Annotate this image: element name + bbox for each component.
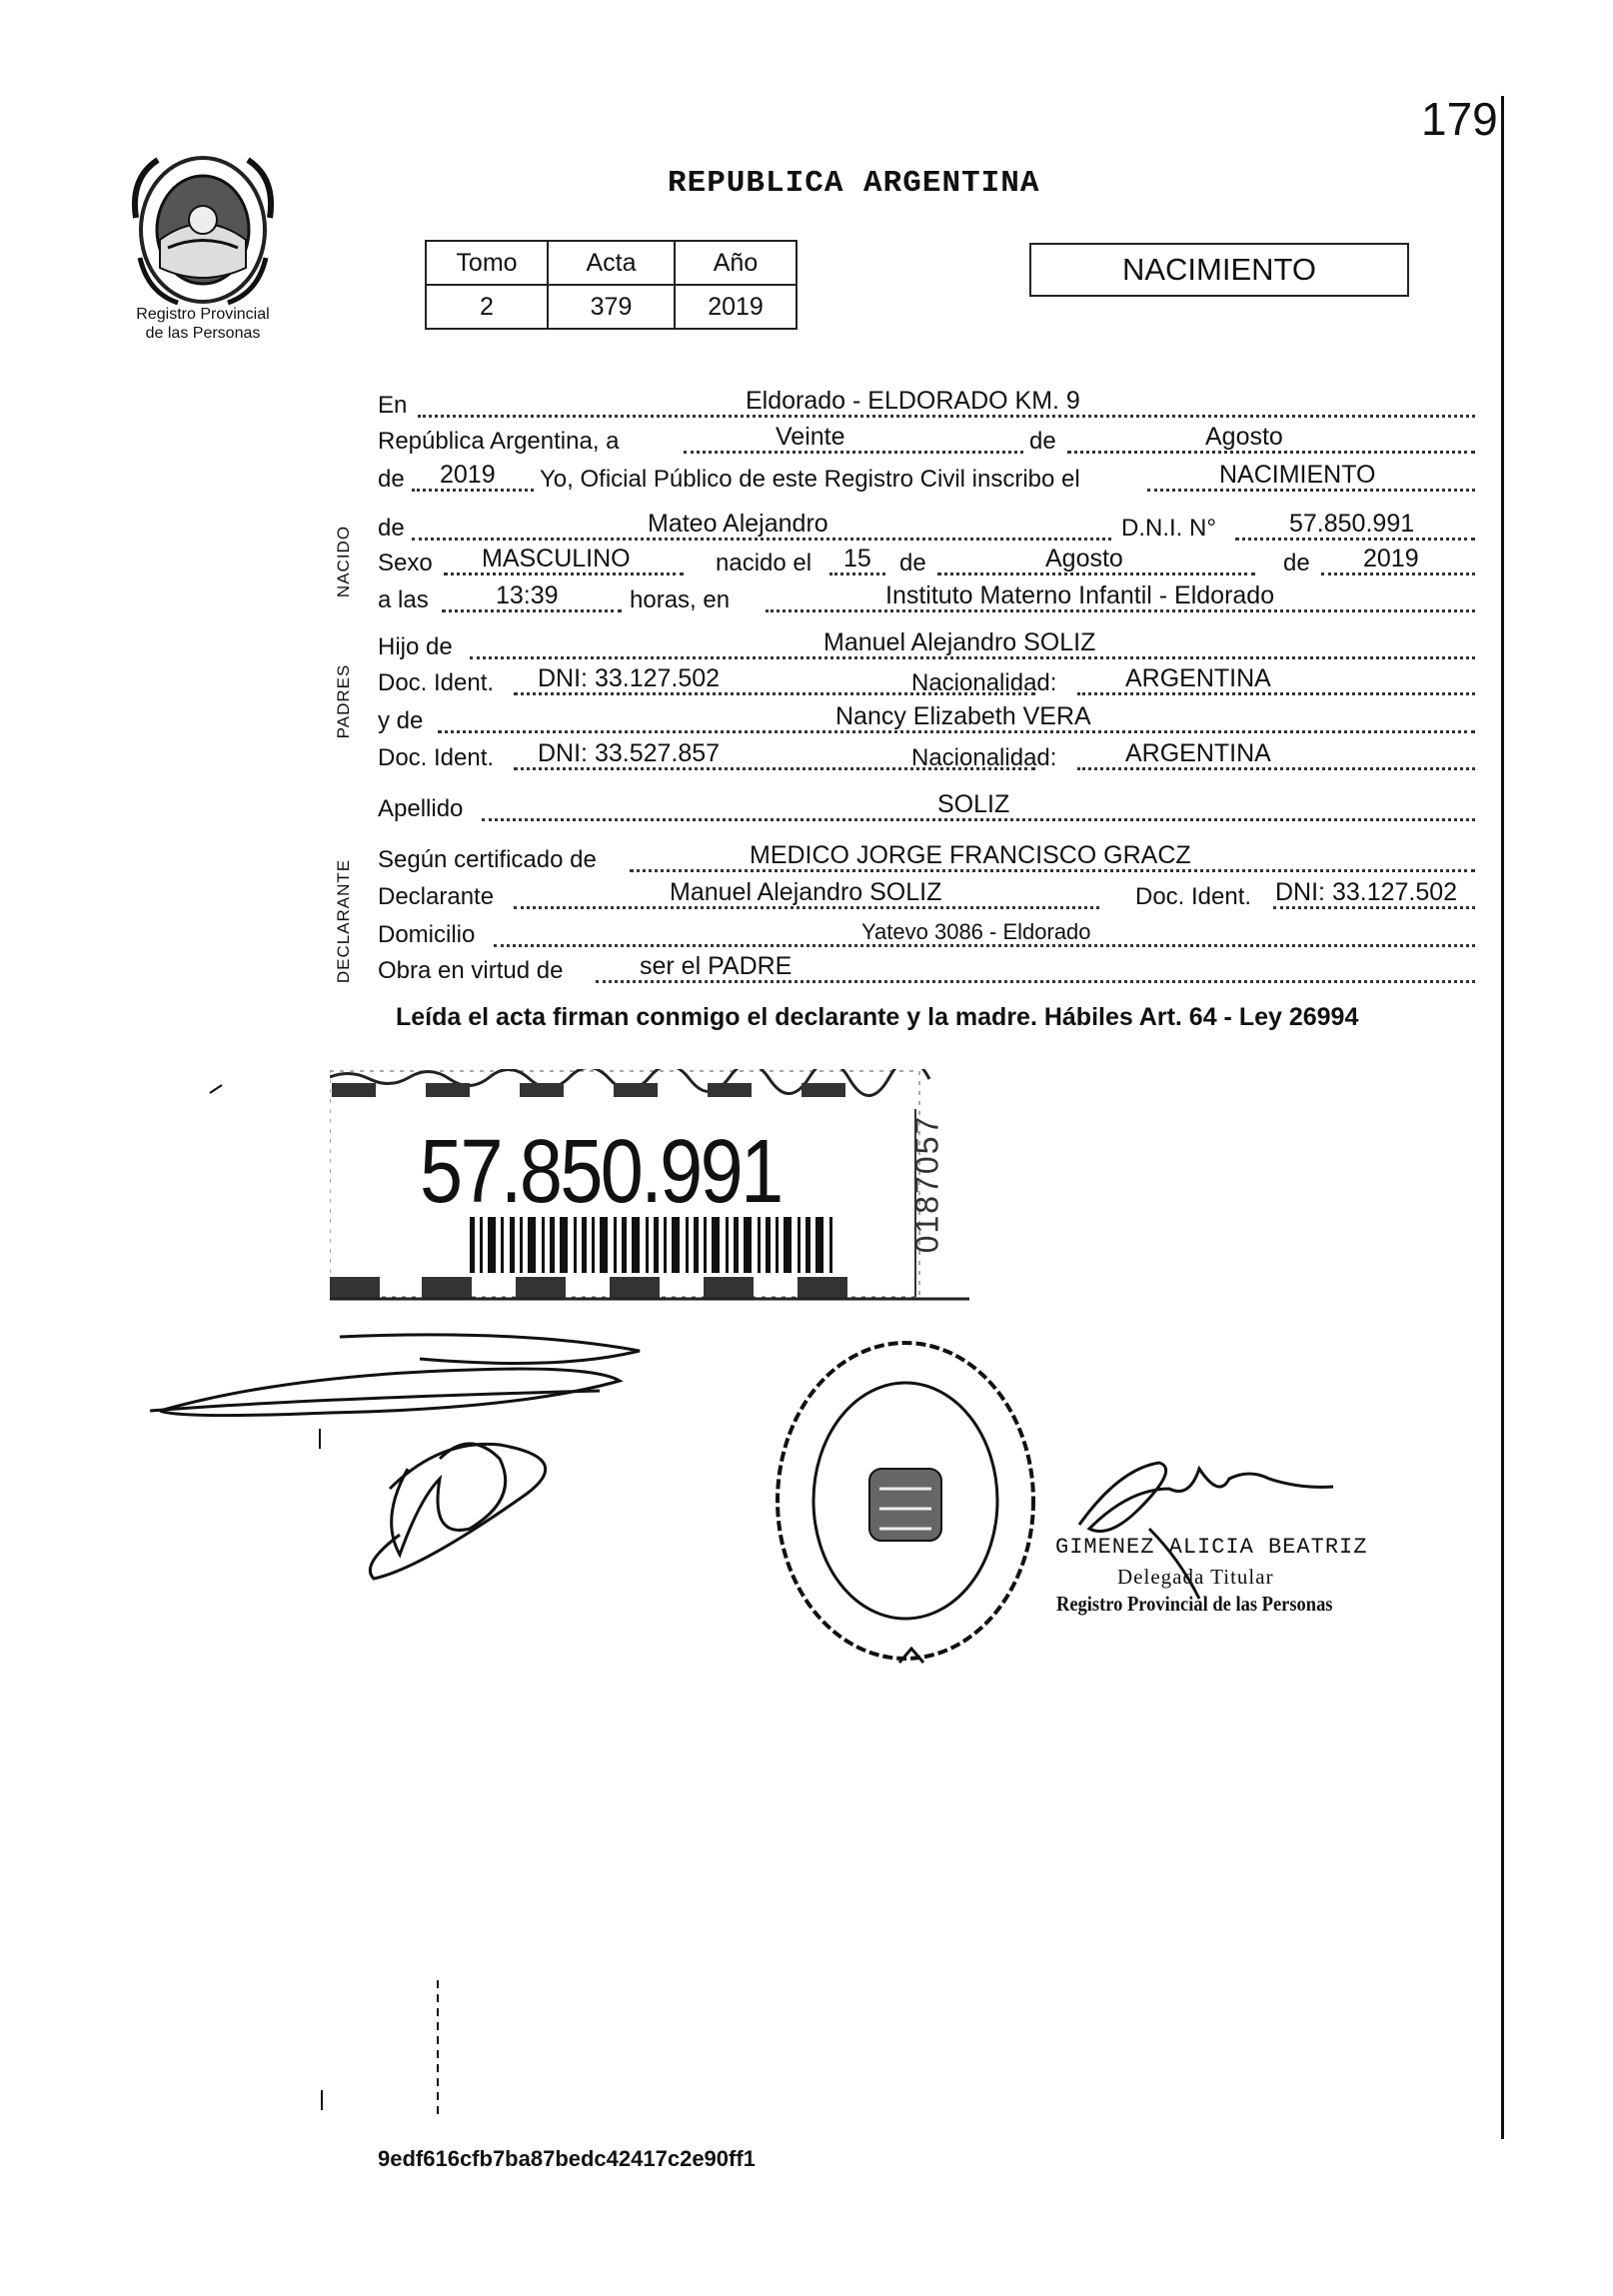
field-label: Doc. Ident. bbox=[378, 744, 495, 771]
mother-nationality-value: ARGENTINA bbox=[1125, 739, 1271, 767]
birth-year-value: 2019 bbox=[1363, 545, 1419, 573]
address-value: Yatevo 3086 - Eldorado bbox=[861, 919, 1091, 944]
sticker-serial: 0187057 bbox=[908, 1114, 945, 1254]
sex-value: MASCULINO bbox=[482, 545, 631, 573]
capacity-value: ser el PADRE bbox=[640, 952, 793, 980]
father-nationality-value: ARGENTINA bbox=[1125, 664, 1271, 692]
birth-time-value: 13:39 bbox=[496, 581, 559, 609]
field-label: Sexo bbox=[378, 550, 433, 576]
field-label: Según certificado de bbox=[378, 846, 597, 873]
father-name-value: Manuel Alejandro SOLIZ bbox=[823, 628, 1096, 656]
month-value: Agosto bbox=[1205, 423, 1283, 451]
field-label: de bbox=[1029, 428, 1056, 455]
field-label: Obra en virtud de bbox=[378, 957, 564, 984]
column-header: Año bbox=[675, 241, 797, 285]
year-value: 2019 bbox=[440, 461, 496, 489]
official-name: GIMENEZ ALICIA BEATRIZ bbox=[1055, 1535, 1368, 1560]
official-seal-icon bbox=[778, 1343, 1033, 1663]
field-label: de bbox=[378, 515, 405, 542]
sticker-dni-number: 57.850.991 bbox=[420, 1122, 782, 1222]
surname-value: SOLIZ bbox=[937, 790, 1010, 818]
place-value: Eldorado - ELDORADO KM. 9 bbox=[746, 387, 1080, 415]
field-label: En bbox=[378, 392, 408, 419]
field-label: Declarante bbox=[378, 883, 495, 910]
child-name-value: Mateo Alejandro bbox=[648, 510, 828, 538]
certificate-value: MEDICO JORGE FRANCISCO GRACZ bbox=[750, 841, 1191, 869]
mother-doc-value: DNI: 33.527.857 bbox=[538, 739, 721, 767]
act-type-box: NACIMIENTO bbox=[1029, 243, 1409, 297]
child-dni-value: 57.850.991 bbox=[1289, 510, 1415, 538]
column-header: Acta bbox=[548, 241, 675, 285]
field-label: D.N.I. N° bbox=[1121, 515, 1216, 542]
declarant-value: Manuel Alejandro SOLIZ bbox=[670, 878, 942, 906]
day-value: Veinte bbox=[776, 423, 845, 451]
field-label: horas, en bbox=[630, 586, 731, 613]
ano-value: 2019 bbox=[675, 285, 797, 329]
official-office: Registro Provincial de las Personas bbox=[1056, 1592, 1333, 1616]
side-label-declarante: DECLARANTE bbox=[334, 858, 353, 984]
side-label-nacido: NACIDO bbox=[334, 525, 353, 598]
page-number: 179 bbox=[1421, 93, 1498, 145]
field-label: Hijo de bbox=[378, 633, 453, 660]
official-role: Delegada Titular bbox=[1117, 1565, 1274, 1589]
document-hash: 9edf616cfb7ba87bedc42417c2e90ff1 bbox=[378, 2146, 756, 2171]
mother-name-value: Nancy Elizabeth VERA bbox=[835, 702, 1091, 730]
field-label: Doc. Ident. bbox=[378, 669, 495, 696]
field-label: Doc. Ident. bbox=[1135, 883, 1252, 910]
field-label: nacido el bbox=[716, 550, 812, 576]
field-label: y de bbox=[378, 707, 424, 734]
father-doc-value: DNI: 33.127.502 bbox=[538, 664, 721, 692]
field-label: Yo, Oficial Público de este Registro Civil inscribo el bbox=[540, 466, 1080, 493]
field-label: Apellido bbox=[378, 795, 464, 822]
field-label: Nacionalidad: bbox=[911, 669, 1057, 696]
birth-month-value: Agosto bbox=[1045, 545, 1123, 573]
field-label: Nacionalidad: bbox=[911, 744, 1057, 771]
side-label-padres: PADRES bbox=[334, 663, 353, 739]
field-label: República Argentina, a bbox=[378, 428, 620, 455]
field-label: a las bbox=[378, 586, 429, 613]
column-header: Tomo bbox=[426, 241, 548, 285]
declarant-doc-value: DNI: 33.127.502 bbox=[1275, 878, 1458, 906]
mother-signature-icon bbox=[370, 1444, 545, 1579]
closing-statement: Leída el acta firman conmigo el declarante y la madre. Hábiles Art. 64 - Ley 26994 bbox=[396, 1003, 1359, 1031]
act-value: NACIMIENTO bbox=[1219, 461, 1376, 489]
birth-place-value: Instituto Materno Infantil - Eldorado bbox=[885, 581, 1275, 609]
field-label: Domicilio bbox=[378, 921, 476, 948]
tomo-value: 2 bbox=[426, 285, 548, 329]
field-label: de bbox=[378, 466, 405, 493]
acta-value: 379 bbox=[548, 285, 675, 329]
birth-day-value: 15 bbox=[843, 545, 871, 573]
declarant-signature-icon bbox=[150, 1335, 640, 1416]
document-title: REPUBLICA ARGENTINA bbox=[668, 166, 1040, 201]
registry-label: Registro Provincial de las Personas bbox=[136, 306, 270, 342]
field-label: de bbox=[1283, 550, 1310, 576]
field-label: de bbox=[899, 550, 926, 576]
